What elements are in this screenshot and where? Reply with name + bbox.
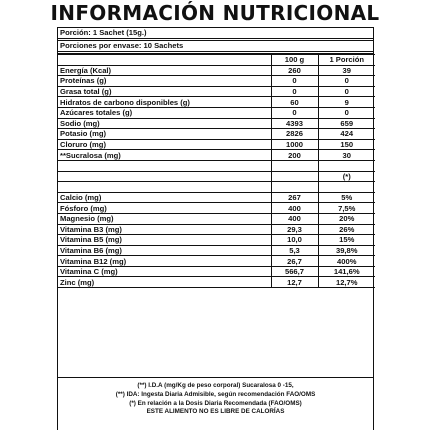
table-row (58, 235, 375, 246)
value-portion: 12,7% (318, 277, 375, 288)
value-100g: 0 (271, 86, 318, 97)
footnote-3: (*) En relación a la Dosis Diaria Recomendada (FAO/OMS) (129, 399, 302, 407)
row-label: Calcio (mg) (58, 192, 271, 203)
value-portion: 141,6% (318, 266, 375, 277)
value-100g: 0 (271, 107, 318, 118)
row-label: Proteínas (g) (58, 76, 271, 87)
footnote-4: ESTE ALIMENTO NO ES LIBRE DE CALORÍAS (146, 408, 285, 416)
row-label: Grasa total (g) (58, 86, 271, 97)
header-blank (58, 55, 271, 66)
footnote-1: (**) I.D.A (mg/Kg de peso corporal) Sucaralosa 0 -15, (137, 382, 294, 389)
value-portion: 0 (318, 107, 375, 118)
value-portion: 5% (318, 192, 375, 203)
spacer-row (58, 160, 375, 171)
value-portion: 9 (318, 97, 375, 108)
value-100g: 2826 (271, 129, 318, 140)
value-100g: 12,7 (271, 277, 318, 288)
value-portion: 15% (318, 235, 375, 246)
value-portion: 20% (318, 213, 375, 224)
spacer-cell (271, 160, 318, 171)
header-row (58, 55, 375, 66)
row-label: Fósforo (mg) (58, 203, 271, 214)
page-title: INFORMACIÓN NUTRICIONAL (50, 1, 380, 25)
row-label: Vitamina C (mg) (58, 266, 271, 277)
header-portion: 1 Porción (318, 55, 375, 66)
table-row (58, 224, 375, 235)
table-row (58, 97, 375, 108)
value-100g: 10,0 (271, 235, 318, 246)
row-label: Zinc (mg) (58, 277, 271, 288)
spacer-cell (318, 182, 375, 193)
value-portion: 659 (318, 118, 375, 129)
footnote-2: (**) IDA: Ingesta Diaria Admisible, según recomendación FAO/OMS (115, 390, 316, 398)
value-100g: 26,7 (271, 256, 318, 267)
spacer-cell (271, 182, 318, 193)
row-label: Potasio (mg) (58, 129, 271, 140)
table-row (58, 86, 375, 97)
table-row (58, 213, 375, 224)
value-100g: 1000 (271, 139, 318, 150)
value-100g: 60 (271, 97, 318, 108)
table-row (58, 203, 375, 214)
value-100g: 267 (271, 192, 318, 203)
row-label: Cloruro (mg) (58, 139, 271, 150)
value-100g: 400 (271, 213, 318, 224)
table-row (58, 245, 375, 256)
table-row (58, 65, 375, 76)
table-row (58, 76, 375, 87)
table-row (58, 266, 375, 277)
table-row (58, 277, 375, 288)
value-100g: 400 (271, 203, 318, 214)
spacer-cell (58, 182, 271, 193)
row-label: **Sucralosa (mg) (58, 150, 271, 161)
row-label: Vitamina B5 (mg) (58, 235, 271, 246)
value-portion: 26% (318, 224, 375, 235)
servings-line: Porciones por envase: 10 Sachets (58, 41, 373, 52)
footnotes (57, 377, 374, 430)
table-row (58, 107, 375, 118)
spacer-row (58, 182, 375, 193)
spacer-cell (58, 160, 271, 171)
value-100g: 200 (271, 150, 318, 161)
table-row (58, 256, 375, 267)
row-label: Vitamina B12 (mg) (58, 256, 271, 267)
row-label: Azúcares totales (g) (58, 107, 271, 118)
value-portion: 424 (318, 129, 375, 140)
row-label: Vitamina B3 (mg) (58, 224, 271, 235)
value-100g: 29,3 (271, 224, 318, 235)
value-100g: 5,3 (271, 245, 318, 256)
row-label: Energía (Kcal) (58, 65, 271, 76)
nutrition-panel (57, 27, 374, 430)
portion-line: Porción: 1 Sachet (15g.) (58, 28, 373, 39)
table-row (58, 118, 375, 129)
table-row (58, 139, 375, 150)
row-label: Hidratos de carbono disponibles (g) (58, 97, 271, 108)
header-100g: 100 g (271, 55, 318, 66)
row-label: Magnesio (mg) (58, 213, 271, 224)
row-label: Vitamina B6 (mg) (58, 245, 271, 256)
value-portion: 39 (318, 65, 375, 76)
value-portion: 39,8% (318, 245, 375, 256)
table-row (58, 192, 375, 203)
spacer-cell (318, 160, 375, 171)
daily-value-mark: (*) (318, 171, 375, 182)
table-row (58, 129, 375, 140)
value-portion: 0 (318, 86, 375, 97)
value-portion: 400% (318, 256, 375, 267)
value-portion: 0 (318, 76, 375, 87)
value-portion: 7,5% (318, 203, 375, 214)
value-portion: 30 (318, 150, 375, 161)
nutrition-table (58, 54, 375, 288)
spacer-cell (271, 171, 318, 182)
value-100g: 0 (271, 76, 318, 87)
spacer-row (58, 171, 375, 182)
row-label: Sodio (mg) (58, 118, 271, 129)
table-row (58, 150, 375, 161)
value-portion: 150 (318, 139, 375, 150)
value-100g: 566,7 (271, 266, 318, 277)
spacer-cell (58, 171, 271, 182)
value-100g: 260 (271, 65, 318, 76)
value-100g: 4393 (271, 118, 318, 129)
